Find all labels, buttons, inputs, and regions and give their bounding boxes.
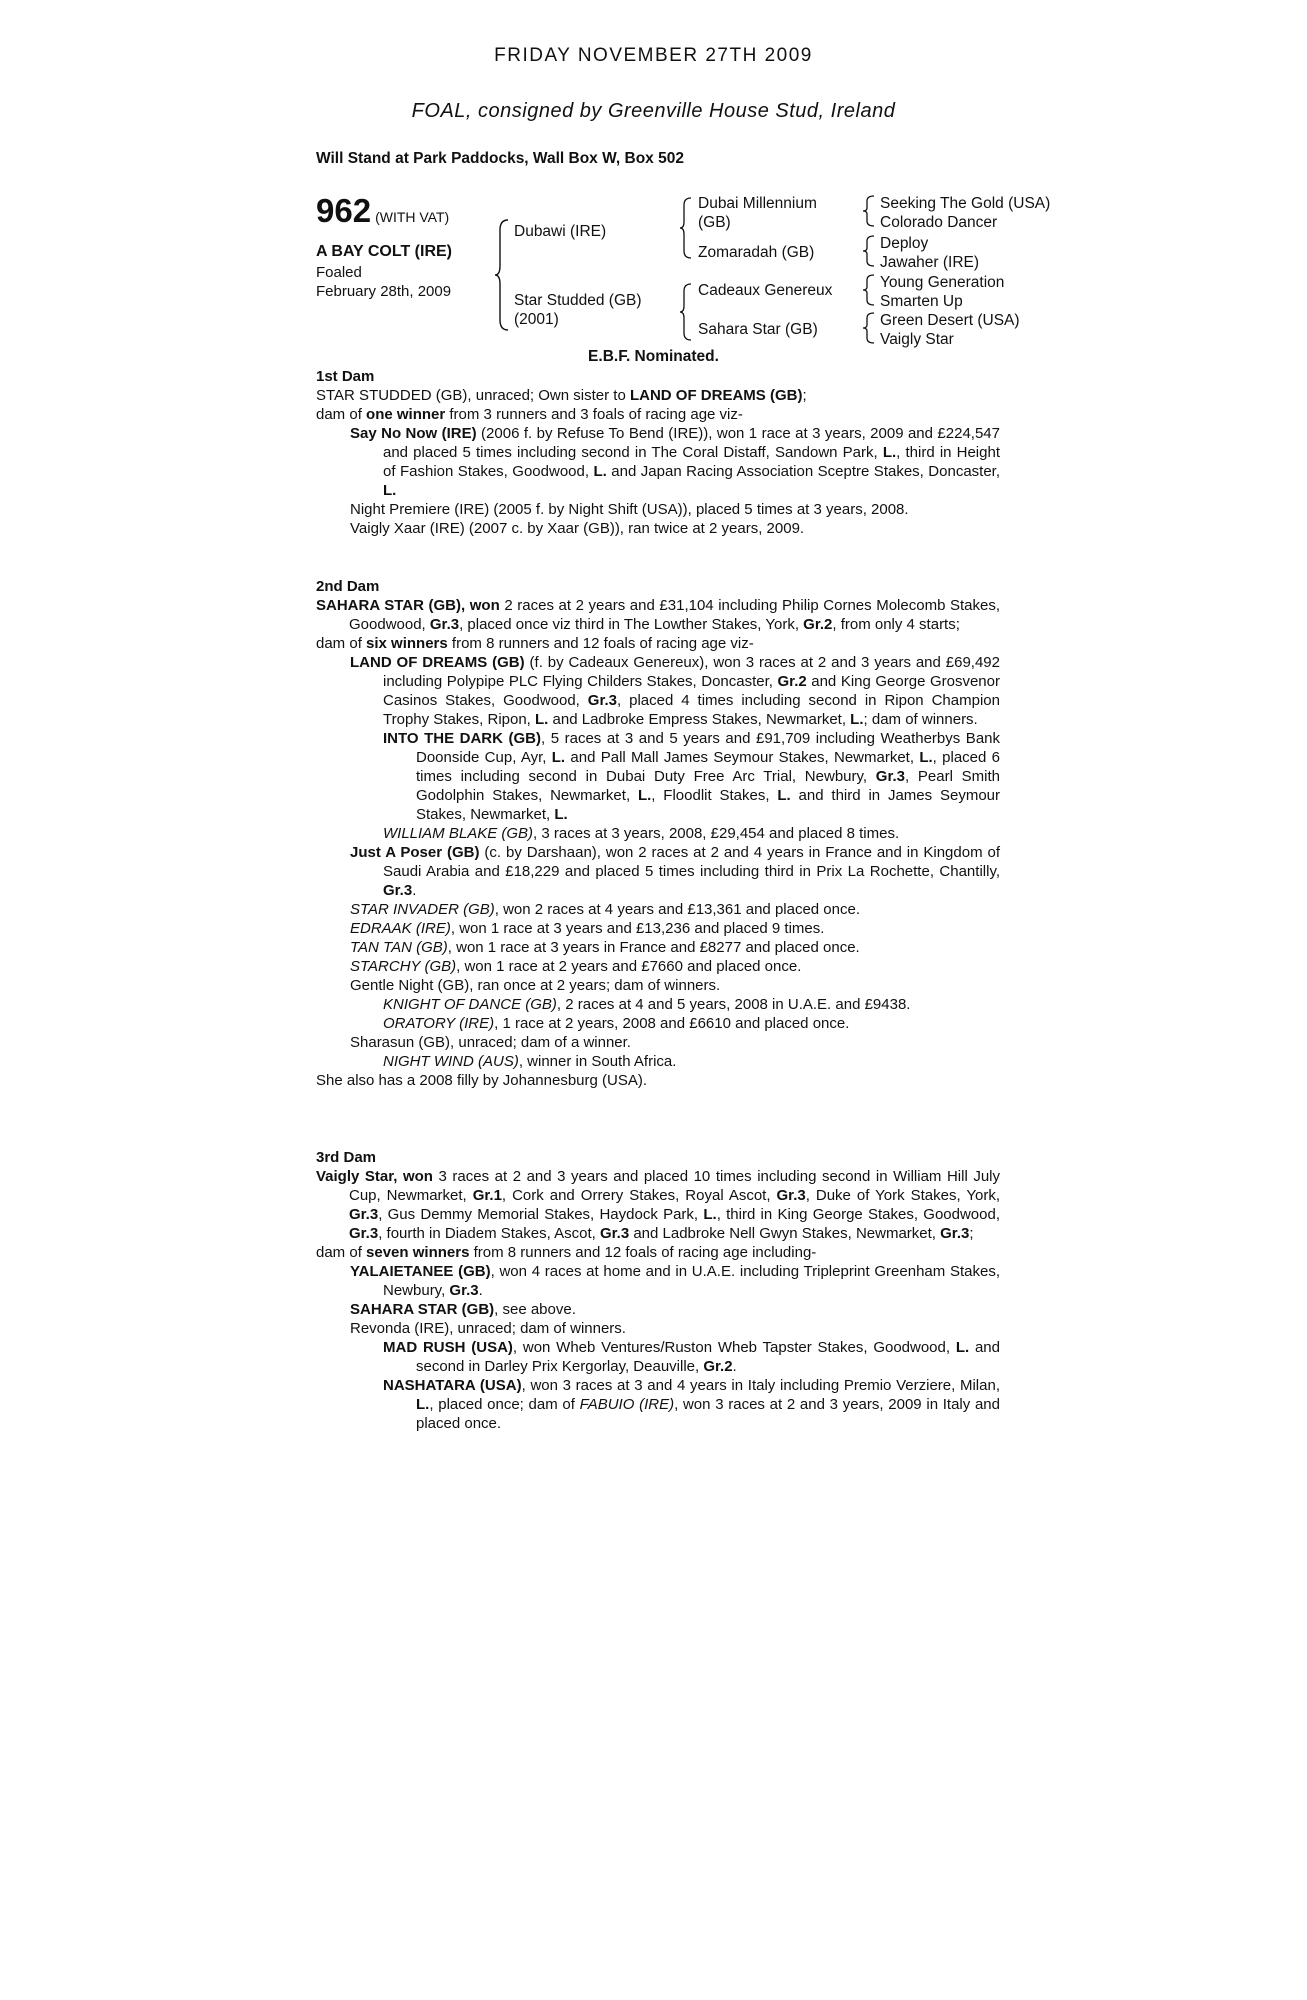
pedigree-dss: Young Generation (880, 274, 1005, 291)
third-dam-heading: 3rd Dam (316, 1149, 377, 1166)
produce-gentle-night: Gentle Night (GB), ran once at 2 years; dam of winners. (350, 977, 721, 994)
pedigree-sds: Deploy (880, 235, 929, 252)
third-dam-intro: Vaigly Star, won 3 races at 2 and 3 years and placed 10 times including second in William Hill July Cup, Newmarket, Gr.1, Cork and Orrery Stakes, Royal Ascot, Gr.3, Duke of York Stakes, York, Gr.3, Gus Demmy Memorial Stakes, Haydock Park, L., third in King George Stakes, Goodwood, Gr.3, fourth in Diadem Stakes, Ascot, Gr.3 and Ladbroke Nell Gwyn Stakes, Newmarket, Gr.3; (316, 1168, 1001, 1242)
produce-into-the-dark: INTO THE DARK (GB), 5 races at 3 and 5 years and £91,709 including Weatherbys Bank Doonside Cup, Ayr, L. and Pall Mall James Seymour Stakes, Newmarket, L., placed 6 times including second in Dubai Duty Free Arc Trial, Newbury, Gr.3, Pearl Smith Godolphin Stakes, Newmarket, L., Floodlit Stakes, L. and third in James Seymour Stakes, Newmarket, L. (383, 730, 1000, 823)
pedigree-brace-sd (862, 235, 876, 267)
foaled-label: Foaled (316, 264, 362, 281)
produce-star-invader: STAR INVADER (GB), won 2 races at 4 years and £13,361 and placed once. (350, 901, 861, 918)
produce-revonda: Revonda (IRE), unraced; dam of winners. (350, 1320, 626, 1337)
pedigree-sire: Dubawi (IRE) (514, 223, 607, 240)
produce-night-wind: NIGHT WIND (AUS), winner in South Africa. (383, 1053, 677, 1070)
foaled-date: February 28th, 2009 (316, 283, 452, 300)
pedigree-brace-main (494, 218, 510, 332)
pedigree-brace-ds (862, 274, 876, 306)
consignor-line: FOAL, consigned by Greenville House Stud, Ireland (411, 100, 896, 122)
lot-name: A BAY COLT (IRE) (316, 243, 453, 260)
produce-william-blake: WILLIAM BLAKE (GB), 3 races at 3 years, 2008, £29,454 and placed 8 times. (383, 825, 900, 842)
pedigree-dam-year: (2001) (514, 311, 559, 328)
produce-vaigly-xaar: Vaigly Xaar (IRE) (2007 c. by Xaar (GB)), ran twice at 2 years, 2009. (350, 520, 805, 537)
produce-sahara-star: SAHARA STAR (GB), see above. (350, 1301, 576, 1318)
pedigree-ss-suffix: (GB) (698, 214, 731, 231)
second-dam-section (316, 577, 1000, 1090)
ebf-nominated: E.B.F. Nominated. (588, 348, 719, 365)
lot-number: 962 (316, 192, 372, 229)
produce-oratory: ORATORY (IRE), 1 race at 2 years, 2008 and £6610 and placed once. (383, 1015, 850, 1032)
produce-mad-rush: MAD RUSH (USA), won Wheb Ventures/Ruston Wheb Tapster Stakes, Goodwood, L. and second in Darley Prix Kergorlay, Deauville, Gr.2. (383, 1339, 1000, 1375)
pedigree-brace-sire (679, 196, 693, 260)
produce-yalaietanee: YALAIETANEE (GB), won 4 races at home and in U.A.E. including Tripleprint Greenham Stakes, Newbury, Gr.3. (350, 1263, 1000, 1299)
first-dam-intro: STAR STUDDED (GB), unraced; Own sister to LAND OF DREAMS (GB); (316, 387, 807, 404)
produce-night-premiere: Night Premiere (IRE) (2005 f. by Night Shift (USA)), placed 5 times at 3 years, 2008. (350, 501, 909, 518)
stand-location: Will Stand at Park Paddocks, Wall Box W, Box 502 (316, 150, 684, 167)
pedigree-sss: Seeking The Gold (USA) (880, 195, 1051, 212)
produce-tan-tan: TAN TAN (GB), won 1 race at 3 years in France and £8277 and placed once. (350, 939, 860, 956)
produce-nashatara: NASHATARA (USA), won 3 races at 3 and 4 years in Italy including Premio Verziere, Milan, L., placed once; dam of FABUIO (IRE), won 3 races at 2 and 3 years, 2009 in Italy and placed once. (383, 1377, 1000, 1432)
vat-note: (WITH VAT) (375, 209, 450, 225)
first-dam-section (316, 367, 1000, 538)
pedigree-dds: Green Desert (USA) (880, 312, 1020, 329)
produce-knight-of-dance: KNIGHT OF DANCE (GB), 2 races at 4 and 5 years, 2008 in U.A.E. and £9438. (383, 996, 911, 1013)
pedigree-brace-ss (862, 195, 876, 227)
second-dam-also: She also has a 2008 filly by Johannesburg (USA). (316, 1072, 648, 1089)
pedigree-sdd: Jawaher (IRE) (880, 254, 980, 271)
produce-just-a-poser: Just A Poser (GB) (c. by Darshaan), won 2 races at 2 and 4 years in France and in Kingdom of Saudi Arabia and £18,229 and placed 5 times including third in Prix La Rochette, Chantilly, Gr.3. (350, 844, 1000, 899)
first-dam-heading: 1st Dam (316, 368, 375, 385)
pedigree-dam-sire: Cadeaux Genereux (698, 282, 833, 299)
pedigree-dam-dam: Sahara Star (GB) (698, 321, 818, 338)
pedigree-brace-dd (862, 312, 876, 344)
third-dam-section (316, 1148, 1000, 1433)
foaled-info (316, 263, 451, 301)
second-dam-heading: 2nd Dam (316, 578, 380, 595)
pedigree-dsd: Smarten Up (880, 293, 963, 310)
pedigree-dam (514, 291, 642, 329)
second-dam-produce-summary: dam of six winners from 8 runners and 12 foals of racing age viz- (316, 635, 754, 652)
first-dam-produce-summary: dam of one winner from 3 runners and 3 foals of racing age viz- (316, 406, 743, 423)
pedigree-sire-dam: Zomaradah (GB) (698, 244, 815, 261)
pedigree-brace-dam (679, 282, 693, 342)
produce-edraak: EDRAAK (IRE), won 1 race at 3 years and £13,236 and placed 9 times. (350, 920, 825, 937)
pedigree-sire-sire (698, 194, 817, 232)
third-dam-produce-summary: dam of seven winners from 8 runners and 12 foals of racing age including- (316, 1244, 817, 1261)
second-dam-intro: SAHARA STAR (GB), won 2 races at 2 years and £31,104 including Philip Cornes Molecomb Stakes, Goodwood, Gr.3, placed once viz third in The Lowther Stakes, York, Gr.2, from only 4 starts; (316, 597, 1001, 633)
sale-date: FRIDAY NOVEMBER 27TH 2009 (494, 45, 813, 66)
pedigree-ss-name: Dubai Millennium (698, 195, 817, 212)
produce-land-of-dreams: LAND OF DREAMS (GB) (f. by Cadeaux Genereux), won 3 races at 2 and 3 years and £69,492 including Polypipe PLC Flying Childers Stakes, Doncaster, Gr.2 and King George Grosvenor Casinos Stakes, Goodwood, Gr.3, placed 4 times including second in Ripon Champion Trophy Stakes, Ripon, L. and Ladbroke Empress Stakes, Newmarket, L.; dam of winners. (350, 654, 1000, 728)
pedigree-ssd: Colorado Dancer (880, 214, 998, 231)
produce-say-no-now: Say No Now (IRE) (2006 f. by Refuse To Bend (IRE)), won 1 race at 3 years, 2009 and £224,547 and placed 5 times including second in The Coral Distaff, Sandown Park, L., third in Height of Fashion Stakes, Goodwood, L. and Japan Racing Association Sceptre Stakes, Doncaster, L. (350, 425, 1001, 499)
produce-starchy: STARCHY (GB), won 1 race at 2 years and £7660 and placed once. (350, 958, 802, 975)
pedigree-dam-name: Star Studded (GB) (514, 292, 642, 309)
lot-number-block (316, 192, 449, 230)
produce-sharasun: Sharasun (GB), unraced; dam of a winner. (350, 1034, 631, 1051)
pedigree-ddd: Vaigly Star (880, 331, 954, 348)
